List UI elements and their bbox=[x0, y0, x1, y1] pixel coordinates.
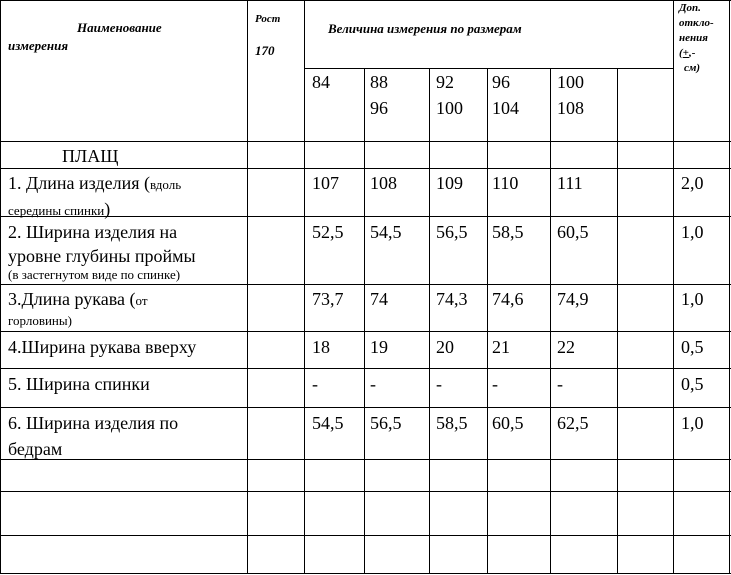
row6-value-1: 54,5 bbox=[312, 413, 344, 433]
row1-name-close-paren: ) bbox=[104, 199, 111, 219]
header-tolerance-line2: откло- bbox=[679, 17, 714, 29]
tol-plus-sign: + bbox=[682, 47, 689, 59]
col-size1-divider bbox=[364, 68, 365, 574]
row4-value-5: 22 bbox=[557, 337, 575, 357]
header-tolerance-line1: Доп. bbox=[679, 2, 701, 14]
row3-value-3: 74,3 bbox=[436, 289, 468, 309]
header-name-line2: измерения bbox=[8, 38, 69, 53]
row6-tolerance: 1,0 bbox=[681, 413, 704, 433]
border-left bbox=[0, 0, 1, 574]
row3-value-4: 74,6 bbox=[492, 289, 524, 309]
size-100: 100 bbox=[436, 98, 463, 118]
row6-name: 6. Ширина изделия по bbox=[8, 413, 179, 433]
row5-value-2: - bbox=[370, 374, 376, 394]
row3-name-cont: горловины) bbox=[8, 313, 72, 328]
col-size4-divider bbox=[550, 68, 551, 574]
row1-name bbox=[8, 174, 181, 192]
row3-name-main: 3.Длина рукава ( bbox=[8, 289, 136, 309]
row3-name-note: от bbox=[135, 293, 148, 308]
row5-tolerance: 0,5 bbox=[681, 374, 704, 394]
row2-line bbox=[0, 284, 731, 285]
border-top bbox=[0, 0, 731, 1]
row4-value-4: 21 bbox=[492, 337, 510, 357]
tol-open-paren: ( bbox=[679, 47, 683, 59]
row4-value-3: 20 bbox=[436, 337, 454, 357]
row5-value-1: - bbox=[312, 374, 318, 394]
row1-value-2: 108 bbox=[370, 173, 397, 193]
empty-row2-line bbox=[0, 535, 731, 536]
row1-tolerance: 2,0 bbox=[681, 173, 704, 193]
empty-row1-line bbox=[0, 491, 731, 492]
row4-name: 4.Ширина рукава вверху bbox=[8, 337, 197, 357]
row5-line bbox=[0, 407, 731, 408]
size-96: 96 bbox=[370, 98, 388, 118]
border-bottom bbox=[0, 573, 731, 574]
section-row-line bbox=[0, 168, 731, 169]
row1-name-cont bbox=[8, 200, 110, 219]
row5-name: 5. Ширина спинки bbox=[8, 374, 150, 394]
row2-value-2: 54,5 bbox=[370, 222, 402, 242]
row1-name-note: вдоль bbox=[149, 177, 182, 192]
row3-value-1: 73,7 bbox=[312, 289, 344, 309]
row5-value-4: - bbox=[492, 374, 498, 394]
row6-line bbox=[0, 459, 731, 460]
row2-value-5: 60,5 bbox=[557, 222, 589, 242]
section-title: ПЛАЩ bbox=[62, 146, 119, 166]
row2-name-note: (в застегнутом виде по спинке) bbox=[8, 267, 181, 282]
row6-value-3: 58,5 bbox=[436, 413, 468, 433]
tol-minus-sign: ,- bbox=[688, 47, 696, 59]
size-104: 104 bbox=[492, 98, 519, 118]
col-size2-divider bbox=[429, 68, 430, 574]
header-tolerance-line4 bbox=[679, 48, 695, 59]
row4-tolerance: 0,5 bbox=[681, 337, 704, 357]
row5-value-3: - bbox=[436, 374, 442, 394]
col-size3-divider bbox=[487, 68, 488, 574]
row1-name-main: 1. Длина изделия ( bbox=[8, 173, 150, 193]
size-92: 92 bbox=[436, 72, 454, 92]
row1-value-3: 109 bbox=[436, 173, 463, 193]
col-height-divider bbox=[304, 0, 305, 574]
row6-value-2: 56,5 bbox=[370, 413, 402, 433]
header-height-value: 170 bbox=[255, 43, 275, 58]
header-tolerance-line5: см) bbox=[684, 62, 701, 74]
header-name-line1: Наименование bbox=[77, 20, 162, 35]
row1-value-4: 110 bbox=[492, 173, 519, 193]
header-bottom-line bbox=[0, 141, 731, 142]
header-sizes-title: Величина измерения по размерам bbox=[328, 21, 522, 36]
size-108: 108 bbox=[557, 98, 584, 118]
row5-value-5: - bbox=[557, 374, 563, 394]
row2-name-line2: уровне глубины проймы bbox=[8, 246, 196, 266]
row1-value-1: 107 bbox=[312, 173, 339, 193]
row3-name bbox=[8, 290, 148, 308]
row3-line bbox=[0, 331, 731, 332]
size-96b: 96 bbox=[492, 72, 510, 92]
col-tolerance-divider bbox=[673, 0, 674, 574]
col-size5-divider bbox=[617, 68, 618, 574]
size-100b: 100 bbox=[557, 72, 584, 92]
row1-value-5: 111 bbox=[557, 173, 583, 193]
row4-value-1: 18 bbox=[312, 337, 330, 357]
row2-tolerance: 1,0 bbox=[681, 222, 704, 242]
row4-line bbox=[0, 368, 731, 369]
row2-value-4: 58,5 bbox=[492, 222, 524, 242]
size-84: 84 bbox=[312, 72, 330, 92]
row3-value-5: 74,9 bbox=[557, 289, 589, 309]
size-88: 88 bbox=[370, 72, 388, 92]
header-tolerance-line3: нения bbox=[679, 32, 708, 44]
border-right bbox=[729, 0, 730, 574]
row6-value-4: 60,5 bbox=[492, 413, 524, 433]
row2-name: 2. Ширина изделия на bbox=[8, 222, 178, 242]
row2-value-1: 52,5 bbox=[312, 222, 344, 242]
row4-value-2: 19 bbox=[370, 337, 388, 357]
row2-value-3: 56,5 bbox=[436, 222, 468, 242]
row3-tolerance: 1,0 bbox=[681, 289, 704, 309]
row6-value-5: 62,5 bbox=[557, 413, 589, 433]
row3-value-2: 74 bbox=[370, 289, 388, 309]
row6-name-line2: бедрам bbox=[8, 439, 63, 459]
col-name-divider bbox=[247, 0, 248, 574]
header-height-label: Рост bbox=[255, 13, 281, 25]
row1-name-cont-text: середины спинки bbox=[8, 203, 105, 218]
